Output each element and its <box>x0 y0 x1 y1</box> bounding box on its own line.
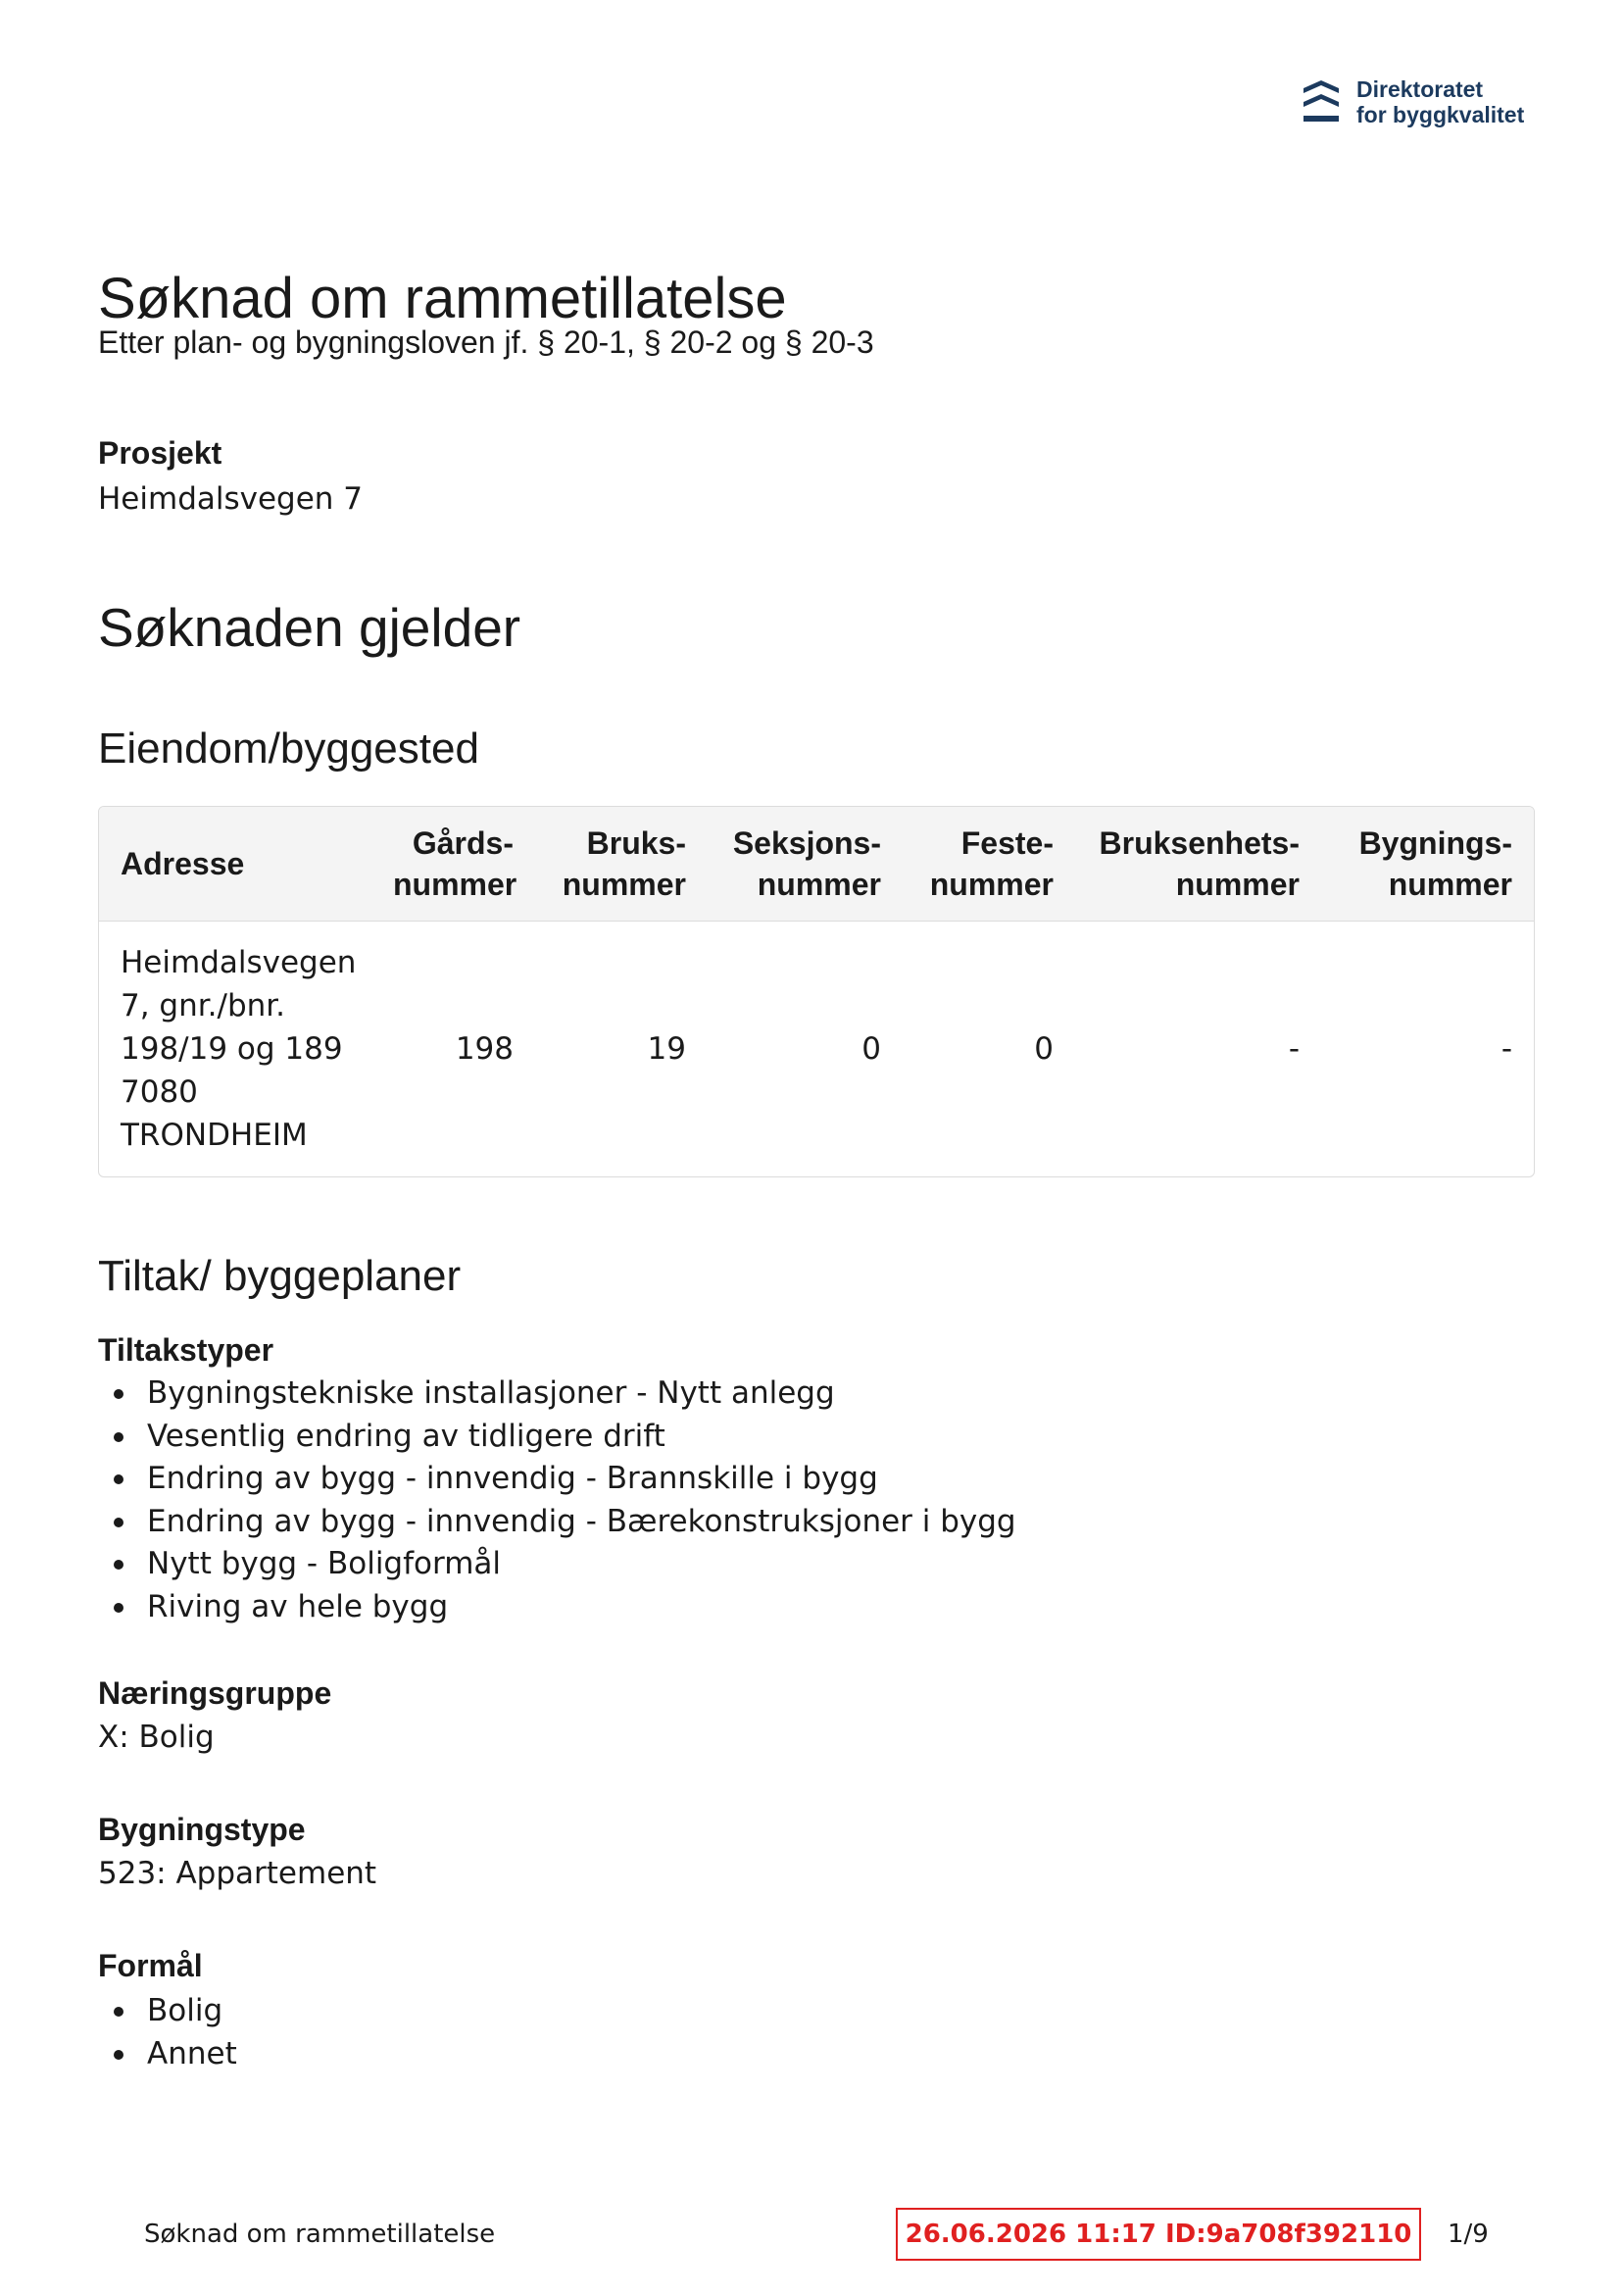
formal-list <box>98 1990 237 2075</box>
list-item: Annet <box>98 2033 237 2076</box>
list-item: Endring av bygg - innvendig - Brannskille i bygg <box>98 1458 1016 1501</box>
column-header-seksjonsnummer: Seksjons- nummer <box>732 824 881 902</box>
list-item: Vesentlig endring av tidligere drift <box>98 1416 1016 1459</box>
logo-line-1: Direktoratet <box>1356 76 1484 102</box>
timestamp-stamp: 26.06.2026 11:17 ID:9a708f392110 <box>896 2208 1421 2261</box>
column-header-gardsnummer: Gårds- nummer <box>393 824 517 902</box>
column-header-bygningsnummer: Bygnings- nummer <box>1358 824 1512 902</box>
footer-title: Søknad om rammetillatelse <box>144 2220 496 2249</box>
cell-festenummer: 0 <box>1034 1030 1054 1067</box>
page-number: 1/9 <box>1448 2220 1489 2249</box>
naeringsgruppe-value: X: Bolig <box>98 1720 215 1755</box>
document-subtitle: Etter plan- og bygningsloven jf. § 20-1, § 20-2 og § 20-3 <box>98 324 874 360</box>
prosjekt-value: Heimdalsvegen 7 <box>98 481 364 517</box>
cell-bruksenhetsnummer: - <box>1288 1030 1300 1067</box>
dibk-logo <box>1302 76 1524 127</box>
cell-adresse: Heimdalsvegen 7, gnr./bnr. 198/19 og 189 7080 TRONDHEIM <box>121 944 357 1153</box>
table-row <box>99 921 1534 1176</box>
tiltakstyper-list <box>98 1373 1016 1628</box>
column-header-adresse: Adresse <box>121 845 245 881</box>
cell-seksjonsnummer: 0 <box>861 1030 881 1067</box>
column-header-bruksnummer: Bruks- nummer <box>562 824 686 902</box>
cell-gardsnummer: 198 <box>455 1030 514 1067</box>
formal-label: Formål <box>98 1948 203 1983</box>
bygningstype-value: 523: Appartement <box>98 1856 377 1891</box>
list-item: Bygningstekniske installasjoner - Nytt anlegg <box>98 1373 1016 1416</box>
logo-line-2: for byggkvalitet <box>1356 102 1525 127</box>
dibk-logo-icon <box>1302 78 1341 125</box>
tiltakstyper-label: Tiltakstyper <box>98 1332 274 1368</box>
section-heading: Søknaden gjelder <box>98 597 521 658</box>
prosjekt-label: Prosjekt <box>98 435 222 471</box>
document-title: Søknad om rammetillatelse <box>98 267 787 330</box>
list-item: Riving av hele bygg <box>98 1586 1016 1629</box>
bygningstype-label: Bygningstype <box>98 1812 306 1847</box>
naeringsgruppe-label: Næringsgruppe <box>98 1675 332 1711</box>
list-item: Endring av bygg - innvendig - Bærekonstruksjoner i bygg <box>98 1501 1016 1544</box>
list-item: Nytt bygg - Boligformål <box>98 1543 1016 1586</box>
logo-text <box>1356 76 1524 127</box>
tiltak-heading: Tiltak/ byggeplaner <box>98 1252 462 1300</box>
cell-bruksnummer: 19 <box>647 1030 686 1067</box>
column-header-bruksenhetsnummer: Bruksenhets- nummer <box>1099 824 1300 902</box>
column-header-festenummer: Feste- nummer <box>929 824 1054 902</box>
eiendom-heading: Eiendom/byggested <box>98 724 479 773</box>
cell-bygningsnummer: - <box>1500 1030 1512 1067</box>
table-header-row <box>99 807 1534 921</box>
eiendom-table <box>98 806 1535 1177</box>
list-item: Bolig <box>98 1990 237 2033</box>
